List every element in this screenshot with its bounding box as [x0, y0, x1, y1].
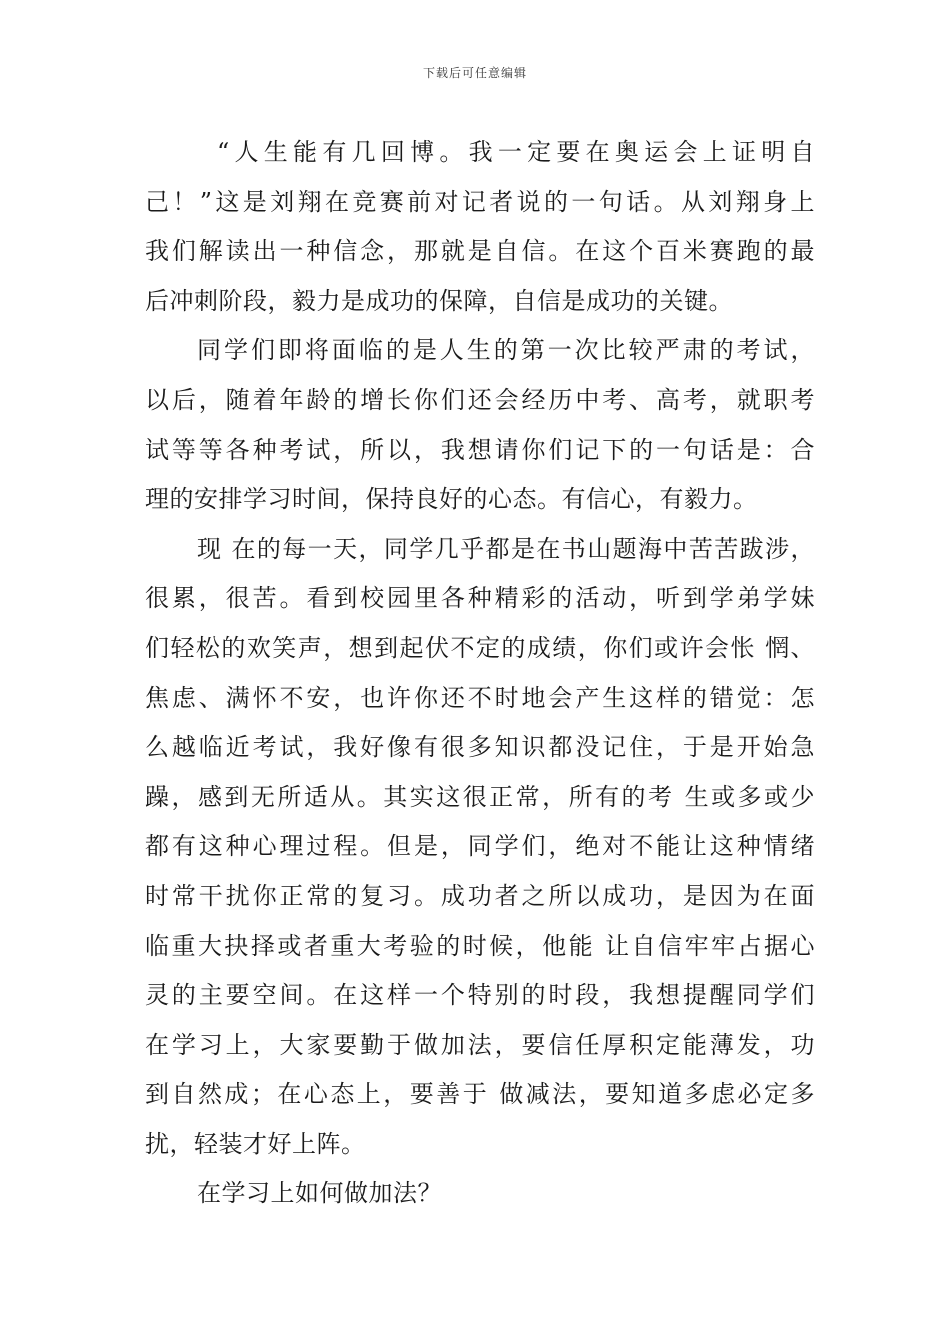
paragraph-2 — [145, 326, 815, 524]
paragraph-line: 焦虑、满怀不安，也许你还不时地会产生这样的错觉：怎 — [145, 683, 815, 712]
paragraph-4 — [145, 1169, 815, 1219]
paragraph-line: 临重大抉择或者重大考验的时候，他能 让自信牢牢占据心 — [145, 931, 815, 960]
paragraph-line: 试等等各种考试，所以，我想请你们记下的一句话是：合 — [145, 435, 815, 464]
paragraph-line: 扰，轻装才好上阵。 — [145, 1129, 366, 1158]
paragraph-line: 现 在的每一天，同学几乎都是在书山题海中苦苦跋涉， — [197, 534, 815, 563]
paragraph-line: 在学习上如何做加法？ — [197, 1179, 442, 1208]
paragraph-line: 理的安排学习时间，保持良好的心态。有信心，有毅力。 — [145, 485, 758, 514]
paragraph-1 — [145, 128, 815, 326]
paragraph-line: 灵的主要空间。在这样一个特别的时段，我想提醒同学们 — [145, 981, 815, 1010]
paragraph-line: 们轻松的欢笑声，想到起伏不定的成绩，你们或许会怅 惘、 — [145, 633, 815, 662]
paragraph-line: 都有这种心理过程。但是，同学们，绝对不能让这种情绪 — [145, 832, 815, 861]
paragraph-line: 以后，随着年龄的增长你们还会经历中考、高考，就职考 — [145, 385, 815, 414]
paragraph-line: 我们解读出一种信念，那就是自信。在这个百米赛跑的最 — [145, 237, 815, 266]
paragraph-line: 后冲刺阶段，毅力是成功的保障，自信是成功的关键。 — [145, 286, 733, 315]
paragraph-line: 在学习上，大家要勤于做加法，要信任厚积定能薄发，功 — [145, 1030, 815, 1059]
paragraph-line: 躁，感到无所适从。其实这很正常，所有的考 生或多或少 — [145, 782, 815, 811]
paragraph-line: 时常干扰你正常的复习。成功者之所以成功，是因为在面 — [145, 881, 815, 910]
paragraph-3 — [145, 525, 815, 1170]
paragraph-line: 己！”这是刘翔在竞赛前对记者说的一句话。从刘翔身上 — [145, 187, 815, 216]
paragraph-line: 到自然成；在心态上，要善于 做减法，要知道多虑必定多 — [145, 1080, 815, 1109]
paragraph-line: 很累，很苦。看到校园里各种精彩的活动，听到学弟学妹 — [145, 584, 815, 613]
document-body — [145, 128, 815, 1219]
paragraph-line: “人生能有几回博。我一定要在奥运会上证明自 — [217, 138, 815, 166]
paragraph-line: 同学们即将面临的是人生的第一次比较严肃的考试， — [197, 336, 815, 365]
paragraph-line: 么越临近考试，我好像有很多知识都没记住，于是开始急 — [145, 733, 815, 762]
page-header: 下载后可任意编辑 — [422, 66, 527, 80]
